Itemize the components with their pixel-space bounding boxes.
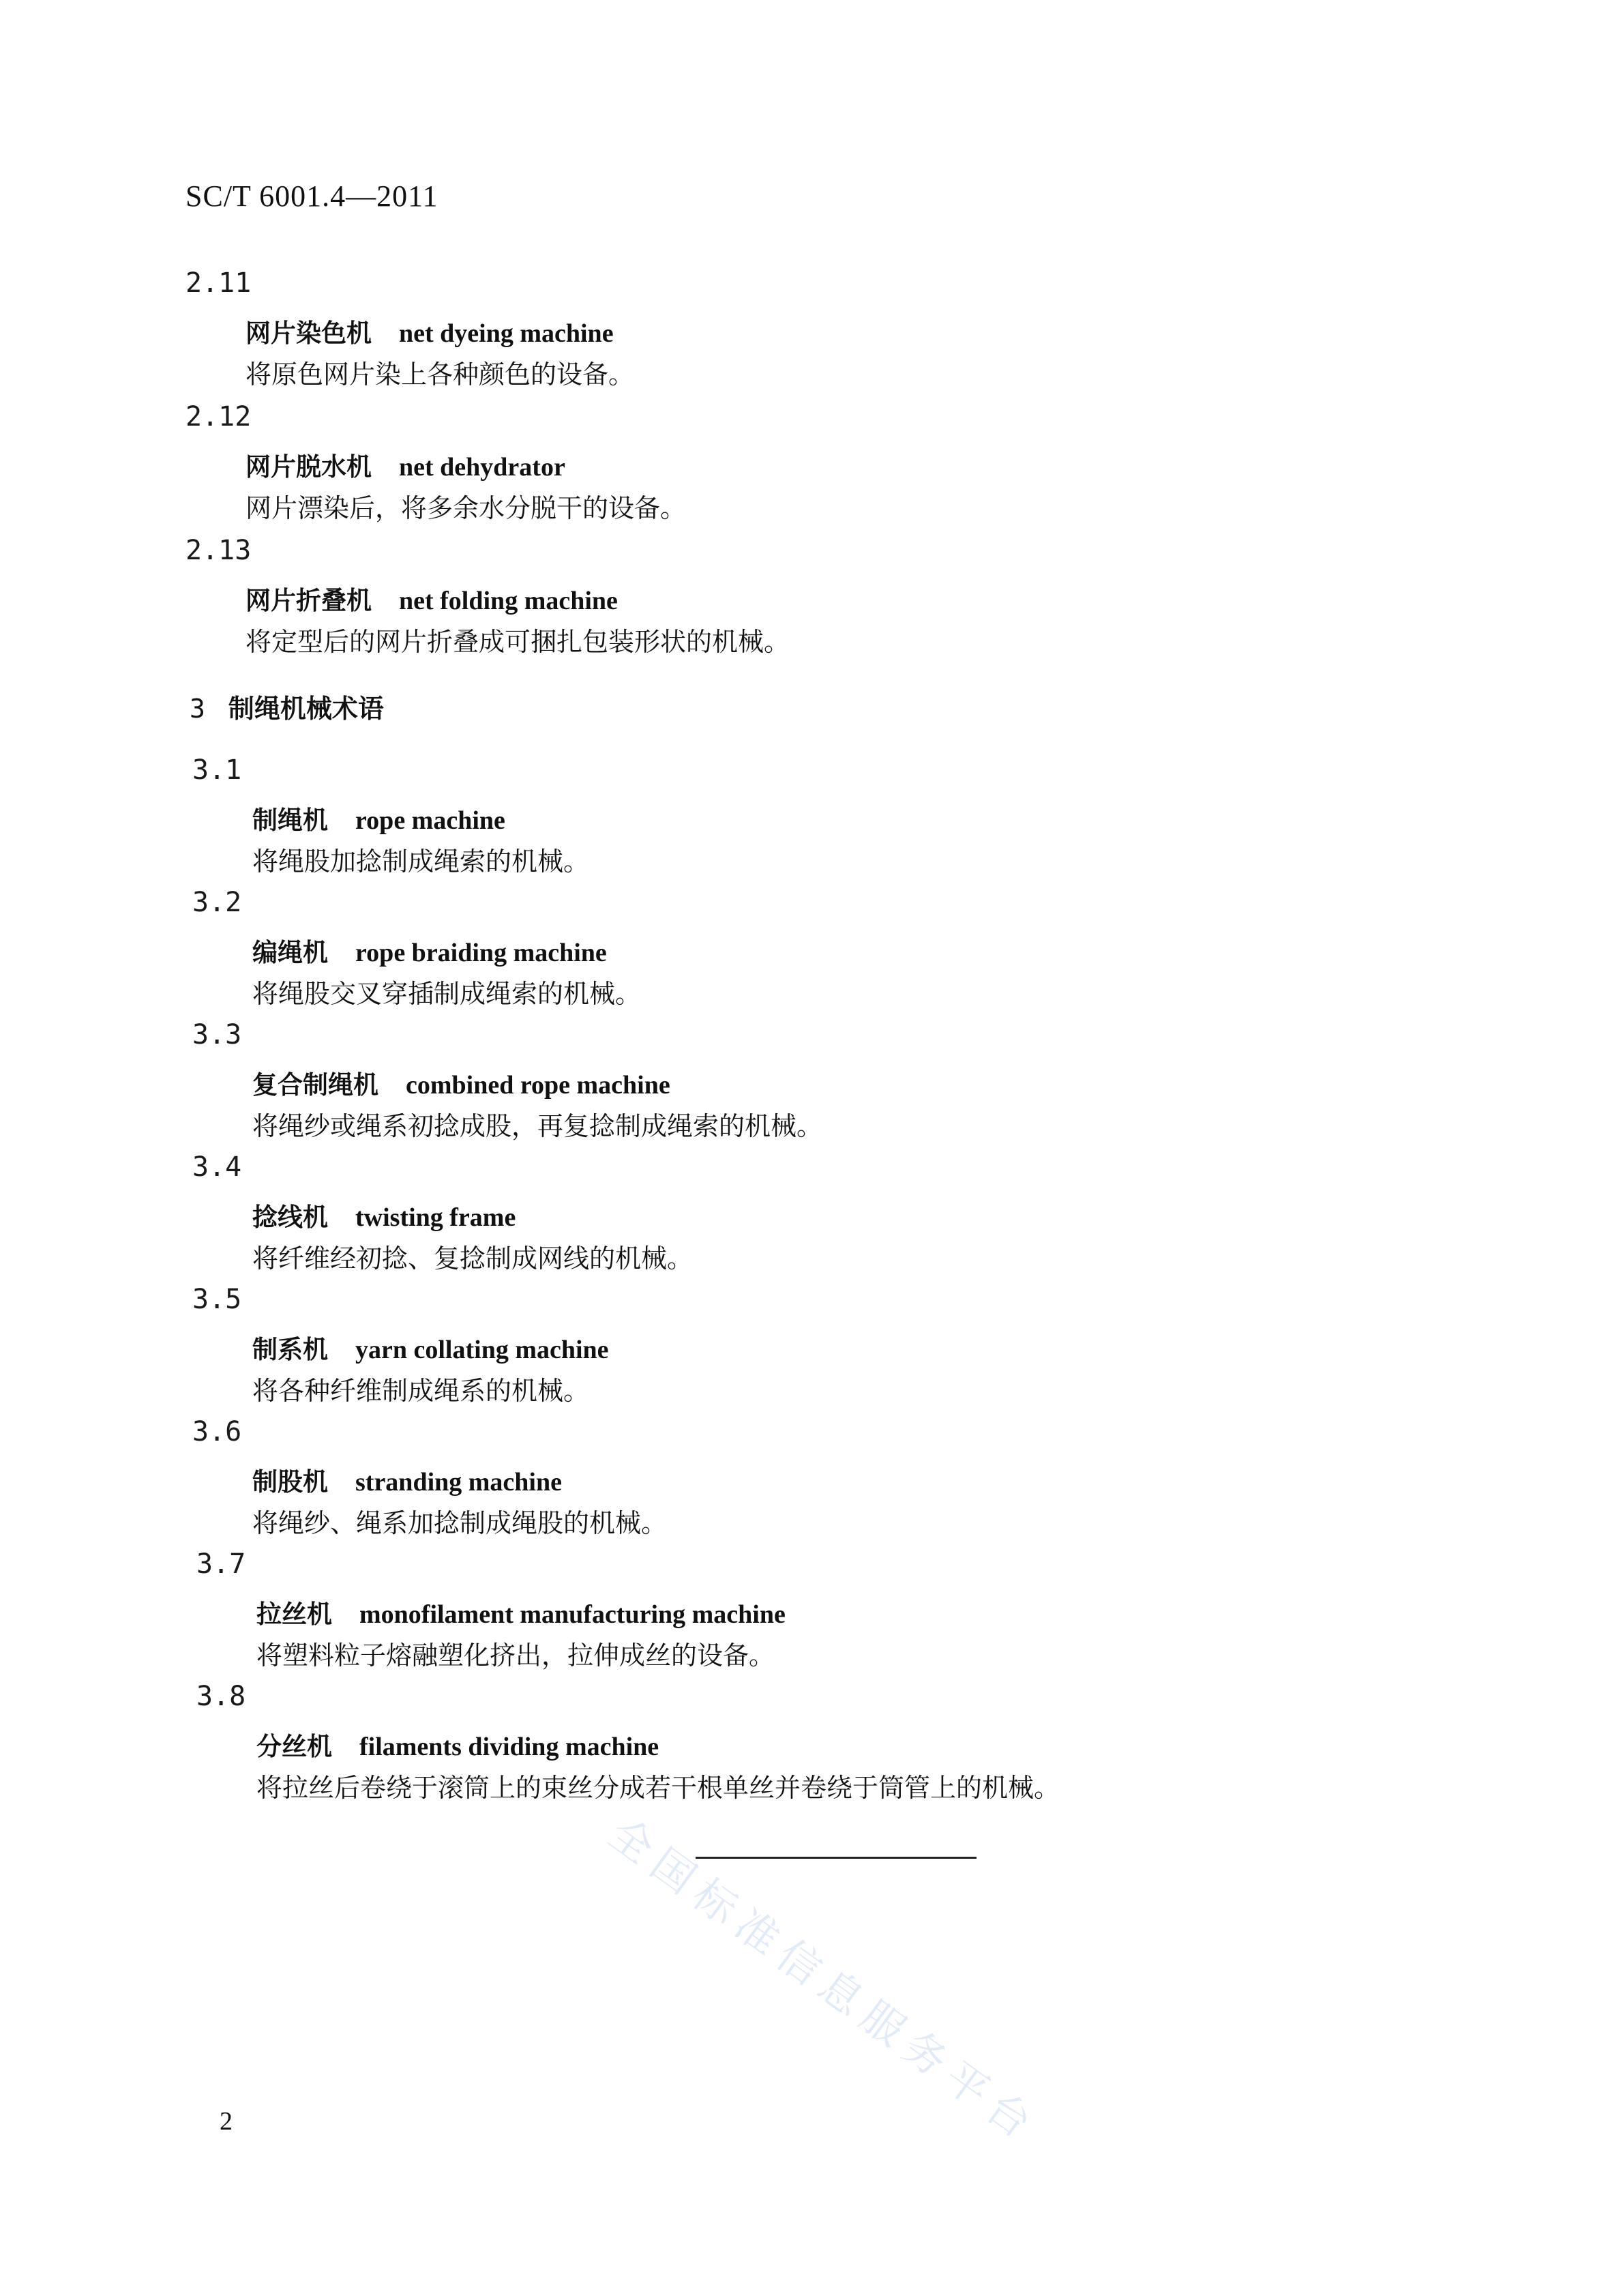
term-en: net dyeing machine (399, 319, 614, 348)
entry-number: 3.2 (192, 887, 242, 918)
term-cn: 制绳机 (252, 806, 328, 835)
entry-term (252, 799, 505, 836)
entry-number: 2.12 (185, 401, 252, 432)
entry-definition: 将原色网片染上各种颜色的设备。 (245, 359, 635, 389)
entry-definition: 将绳纱或绳系初捻成股，再复捻制成绳索的机械。 (252, 1111, 823, 1141)
term-en: filaments dividing machine (359, 1733, 659, 1761)
entry-definition: 将拉丝后卷绕于滚筒上的束丝分成若干根单丝并卷绕于筒管上的机械。 (256, 1773, 1060, 1803)
entry-term (245, 580, 618, 617)
entry-definition: 将绳股加捻制成绳索的机械。 (252, 847, 590, 877)
term-en: net dehydrator (399, 453, 565, 482)
entry-term (245, 312, 614, 349)
entry-term (252, 932, 607, 969)
term-cn: 分丝机 (256, 1732, 332, 1761)
entry-number: 3.4 (192, 1151, 242, 1183)
entry-number: 2.13 (185, 535, 252, 566)
term-cn: 网片折叠机 (245, 586, 372, 615)
term-en: net folding machine (399, 587, 618, 615)
entry-term (252, 1064, 670, 1101)
entry-definition: 将绳纱、绳系加捻制成绳股的机械。 (252, 1508, 668, 1538)
term-en: combined rope machine (406, 1071, 670, 1100)
section-heading (190, 688, 384, 725)
entry-definition: 将塑料粒子熔融塑化挤出，拉伸成丝的设备。 (256, 1640, 775, 1671)
term-cn: 复合制绳机 (252, 1070, 378, 1100)
entry-number: 2.11 (185, 267, 252, 299)
term-cn: 网片脱水机 (245, 452, 372, 482)
entry-term (256, 1726, 659, 1763)
entry-number: 3.1 (192, 754, 242, 786)
entry-number: 3.3 (192, 1019, 242, 1050)
entry-term (252, 1196, 516, 1233)
term-cn: 制股机 (252, 1467, 328, 1497)
entry-number: 3.5 (192, 1284, 242, 1315)
term-en: yarn collating machine (355, 1336, 609, 1364)
term-en: rope braiding machine (355, 939, 607, 967)
term-cn: 拉丝机 (256, 1600, 332, 1629)
term-cn: 编绳机 (252, 938, 328, 967)
standard-code: SC/T 6001.4—2011 (185, 179, 438, 213)
term-en: monofilament manufacturing machine (359, 1600, 786, 1629)
entry-term (245, 446, 565, 483)
entry-definition: 网片漂染后，将多余水分脱干的设备。 (245, 493, 687, 523)
section-number: 3 (190, 694, 205, 724)
entry-definition: 将绳股交叉穿插制成绳索的机械。 (252, 979, 642, 1009)
entry-term (256, 1593, 786, 1630)
entry-definition: 将各种纤维制成绳系的机械。 (252, 1376, 590, 1406)
entry-term (252, 1461, 562, 1498)
entry-definition: 将定型后的网片折叠成可捆扎包装形状的机械。 (245, 627, 790, 657)
entry-number: 3.6 (192, 1416, 242, 1447)
section-title: 制绳机械术语 (228, 694, 384, 724)
term-en: rope machine (355, 806, 505, 835)
term-cn: 网片染色机 (245, 319, 372, 348)
entry-definition: 将纤维经初捻、复捻制成网线的机械。 (252, 1243, 694, 1274)
page-number: 2 (220, 2107, 233, 2136)
term-cn: 捻线机 (252, 1203, 328, 1232)
term-cn: 制系机 (252, 1335, 328, 1364)
end-rule (696, 1857, 977, 1859)
term-en: stranding machine (355, 1468, 562, 1497)
term-en: twisting frame (355, 1203, 516, 1232)
entry-number: 3.8 (196, 1681, 246, 1712)
entry-number: 3.7 (196, 1548, 246, 1580)
watermark: 全国标准信息服务平台 (599, 1808, 1049, 2153)
entry-term (252, 1329, 609, 1366)
